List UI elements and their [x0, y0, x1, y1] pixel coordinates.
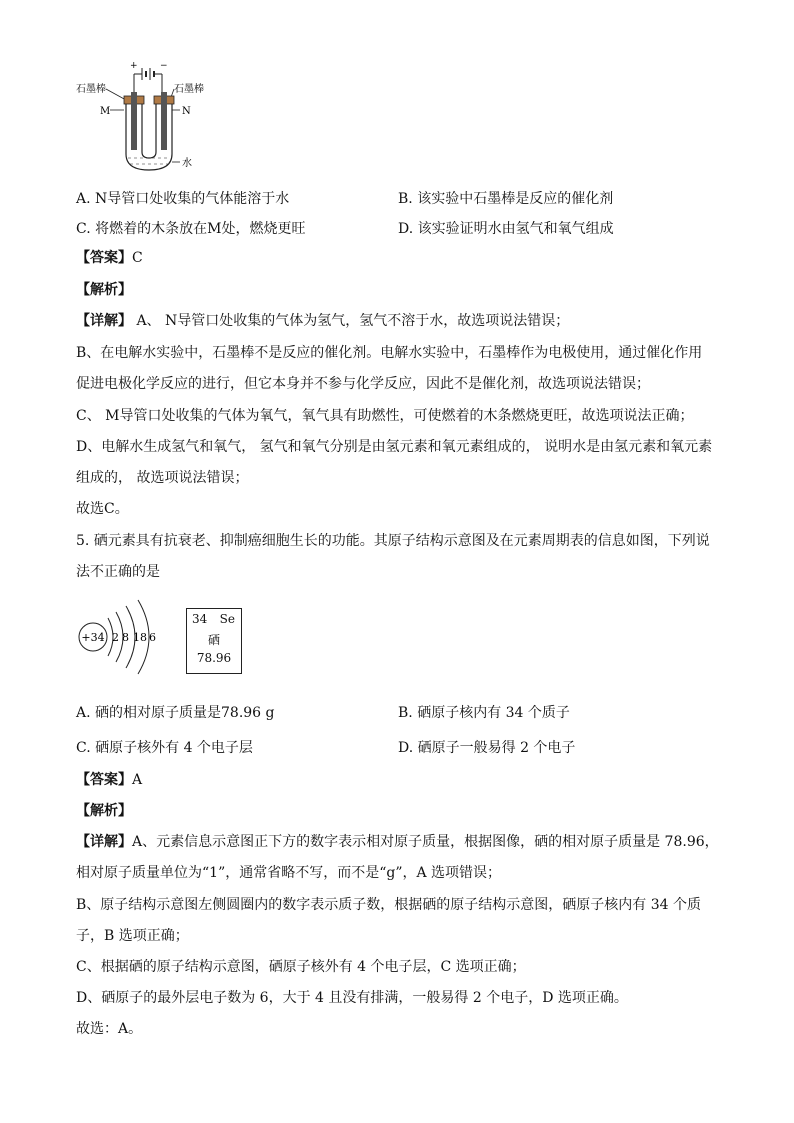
water-label: 水 — [182, 158, 192, 169]
q5-detail-6: D、硒原子的最外层电子数为 6，大于 4 且没有排满，一般易得 2 个电子，D 选项正确。 — [76, 990, 628, 1006]
q5-stem-1: 5. 硒元素具有抗衰老、抑制癌细胞生长的功能。其原子结构示意图及在元素周期表的信息如图，下列说 — [76, 533, 710, 549]
minus-sign: − — [160, 61, 168, 71]
q5-conclusion: 故选：A。 — [76, 1021, 143, 1037]
answer-value: C — [132, 250, 143, 266]
q5-detail-3: B、原子结构示意图左侧圆圈内的数字表示质子数，根据硒的原子结构示意图，硒原子核内有 34 个质 — [76, 897, 702, 913]
element-name: 硒 — [207, 633, 220, 647]
q5-detail-line — [76, 832, 719, 852]
answer-tag: 【答案】 — [76, 772, 132, 788]
element-cell — [186, 608, 242, 674]
q5-answer — [76, 770, 142, 790]
q4-detail-3: 促进电极化学反应的进行，但它本身并不参与化学反应，因此不是催化剂，故选项说法错误； — [76, 376, 650, 392]
n-label: N — [182, 106, 191, 117]
q4-option-c: C. 将燃着的木条放在M处，燃烧更旺 — [76, 221, 306, 237]
q4-option-b: B. 该实验中石墨棒是反应的催化剂 — [398, 191, 614, 207]
shell-4-count: 6 — [149, 631, 156, 644]
atom-structure-diagram — [76, 596, 176, 676]
answer-tag: 【答案】 — [76, 250, 132, 266]
q4-detail-6: 组成的， 故选项说法错误； — [76, 470, 249, 486]
q5-stem-2: 法不正确的是 — [76, 564, 160, 580]
q5-option-b: B. 硒原子核内有 34 个质子 — [398, 705, 570, 721]
electrolysis-diagram — [76, 58, 206, 178]
shell-3-count: 18 — [133, 631, 147, 644]
q5-detail-4: 子，B 选项正确； — [76, 928, 189, 944]
q4-detail-2: B、在电解水实验中，石墨棒不是反应的催化剂。电解水实验中，石墨棒作为电极使用，通过催化作用 — [76, 345, 703, 361]
shell-1-count: 2 — [112, 631, 119, 644]
q4-detail-4: C、 M导管口处收集的气体为氧气，氧气具有助燃性，可使燃着的木条燃烧更旺，故选项说法正确； — [76, 408, 694, 424]
q4-answer — [76, 248, 143, 268]
answer-value: A — [132, 772, 143, 788]
q4-option-d: D. 该实验证明水由氢气和氧气组成 — [398, 221, 614, 237]
q5-detail-1: A、元素信息示意图正下方的数字表示相对原子质量，根据图像，硒的相对原子质量是 78.96， — [132, 834, 719, 850]
q4-detail-1: A、 N导管口处收集的气体为氢气，氢气不溶于水，故选项说法错误； — [132, 313, 570, 329]
plus-sign: + — [130, 61, 138, 71]
q5-option-a: A. 硒的相对原子质量是78.96 g — [76, 705, 275, 721]
q4-detail-5: D、电解水生成氢气和氧气， 氢气和氧气分别是由氢元素和氧元素组成的， 说明水是由氢元素和氧元素 — [76, 439, 713, 455]
detail-tag: 【详解】 — [76, 834, 132, 850]
element-symbol: Se — [219, 612, 235, 626]
q4-option-a: A. N导管口处收集的气体能溶于水 — [76, 191, 290, 207]
q5-option-d: D. 硒原子一般易得 2 个电子 — [398, 740, 576, 756]
m-label: M — [100, 106, 111, 117]
q5-option-c: C. 硒原子核外有 4 个电子层 — [76, 740, 253, 756]
right-electrode-label: 石墨棒 — [174, 84, 204, 95]
q5-analysis-tag: 【解析】 — [76, 803, 132, 819]
q5-detail-5: C、根据硒的原子结构示意图，硒原子核外有 4 个电子层，C 选项正确； — [76, 959, 526, 975]
left-electrode-label: 石墨棒 — [76, 84, 106, 95]
atomic-number: 34 — [192, 612, 208, 626]
q4-detail-line — [76, 311, 569, 331]
q5-detail-2: 相对原子质量单位为“1”，通常省略不写，而不是“g”，A 选项错误； — [76, 865, 502, 881]
shell-2-count: 8 — [122, 631, 129, 644]
atomic-mass: 78.96 — [196, 651, 232, 665]
q4-conclusion: 故选C。 — [76, 501, 129, 517]
nucleus-charge: +34 — [81, 631, 105, 644]
q4-analysis-tag: 【解析】 — [76, 282, 132, 298]
detail-tag: 【详解】 — [76, 313, 132, 329]
